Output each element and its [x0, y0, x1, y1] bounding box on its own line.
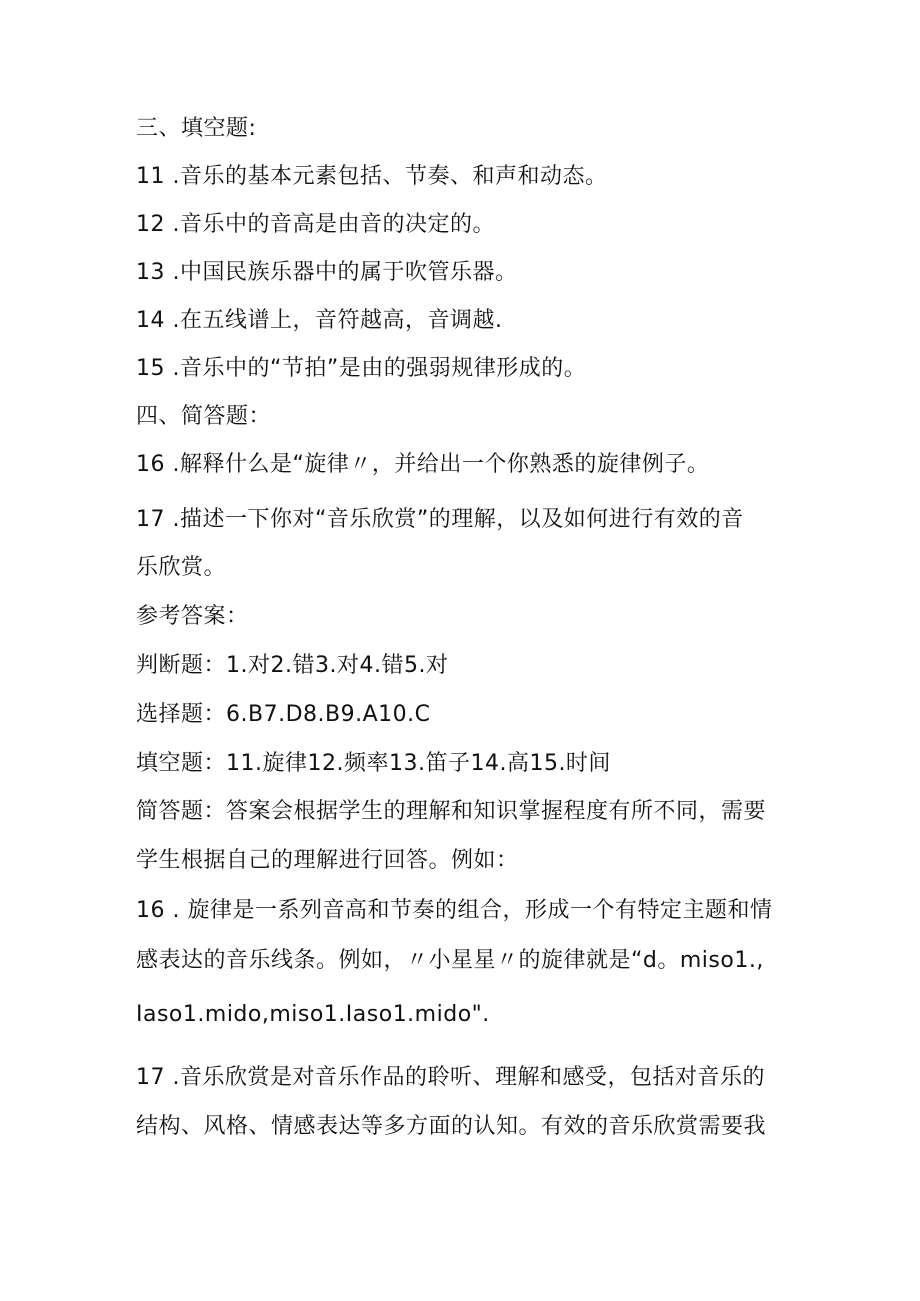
- answers-multiple-choice: 选择题：6.B7.D8.B9.A10.C: [136, 702, 431, 727]
- answer-16-line-2: 感表达的音乐线条。例如，〃小星星〃的旋律就是“d。miso1.,: [136, 948, 764, 973]
- question-13: 13 .中国民族乐器中的属于吹管乐器。: [136, 260, 518, 285]
- question-12: 12 .音乐中的音高是由音的决定的。: [136, 212, 495, 237]
- answers-heading: 参考答案：: [136, 604, 249, 629]
- question-14: 14 .在五线谱上，音符越高，音调越.: [136, 308, 503, 333]
- question-16: 16 .解释什么是“旋律〃，并给出一个你熟悉的旋律例子。: [136, 452, 710, 477]
- question-17-line-2: 乐欣赏。: [136, 555, 227, 580]
- answers-true-false: 判断题：1.对2.错3.对4.错5.对: [136, 653, 449, 678]
- question-17-line-1: 17 .描述一下你对“音乐欣赏”的理解，以及如何进行有效的音: [136, 507, 744, 532]
- section-heading-short-answer: 四、简答题：: [136, 404, 272, 429]
- answers-short-answer-line-2: 学生根据自己的理解进行回答。例如：: [136, 848, 519, 873]
- answers-fill-in: 填空题：11.旋律12.频率13.笛子14.高15.时间: [136, 751, 611, 776]
- question-15: 15 .音乐中的“节拍”是由的强弱规律形成的。: [136, 356, 587, 381]
- section-heading-fill-in: 三、填空题:: [136, 116, 257, 141]
- answer-17-line-1: 17 .音乐欣赏是对音乐作品的聆听、理解和感受，包括对音乐的: [136, 1065, 765, 1090]
- answers-short-answer-line-1: 简答题：答案会根据学生的理解和知识掌握程度有所不同，需要: [136, 799, 767, 824]
- answer-17-line-2: 结构、风格、情感表达等多方面的认知。有效的音乐欣赏需要我: [136, 1114, 767, 1139]
- answer-16-line-3: Iaso1.mido,miso1.Iaso1.mido".: [136, 1002, 490, 1027]
- question-11: 11 .音乐的基本元素包括、节奏、和声和动态。: [136, 164, 608, 189]
- answer-16-line-1: 16 . 旋律是一系列音高和节奏的组合，形成一个有特定主题和情: [136, 898, 773, 923]
